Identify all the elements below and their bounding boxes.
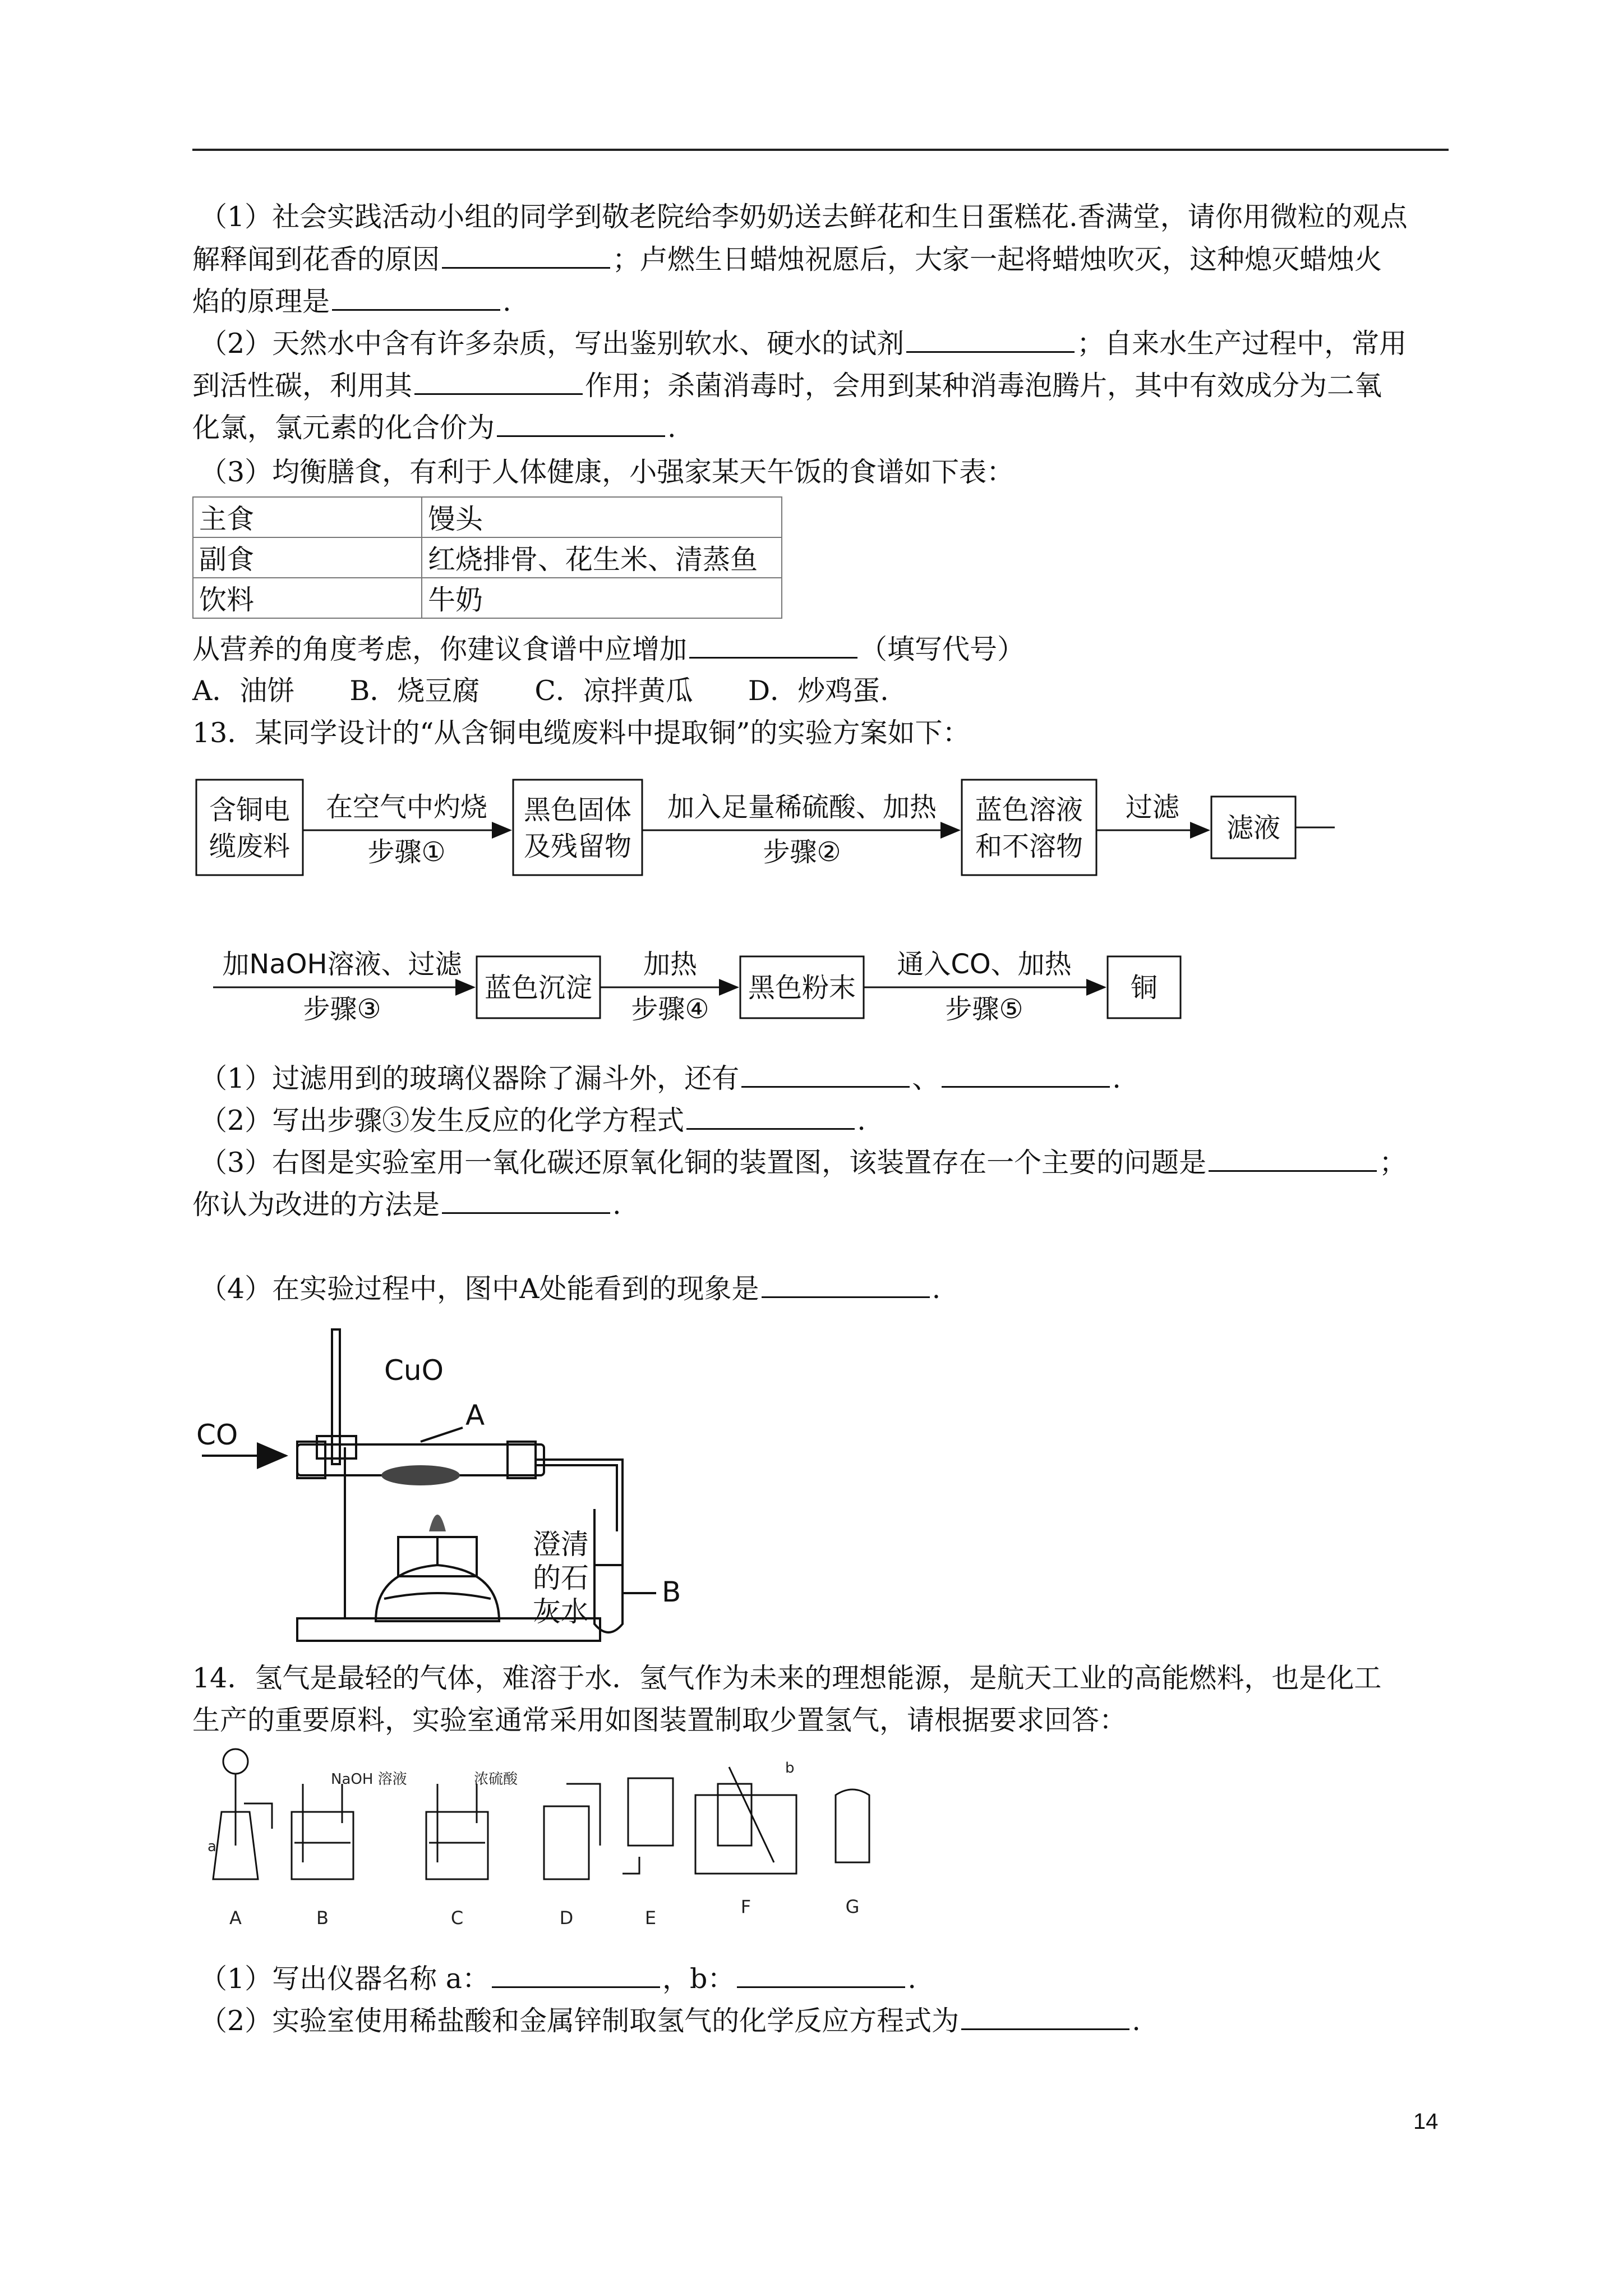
flow-arrow5-bottom: 步骤④ bbox=[631, 993, 709, 1025]
gas-bottle-e bbox=[628, 1778, 673, 1846]
flow-box7: 铜 bbox=[1130, 972, 1158, 1004]
flow-box2-line2: 及残留物 bbox=[523, 831, 632, 862]
test-tube bbox=[594, 1509, 623, 1632]
label-b: b bbox=[785, 1760, 795, 1777]
flow-arrow1-bottom: 步骤① bbox=[367, 836, 446, 868]
apparatus-label-a: A bbox=[229, 1907, 242, 1929]
answer-blank[interactable] bbox=[492, 1961, 660, 1988]
flow-box5: 蓝色沉淀 bbox=[484, 972, 593, 1004]
menu-table bbox=[192, 496, 782, 619]
q12-part3-ask: 从营养的角度考虑，你建议食谱中应增加 （填写代号） bbox=[192, 631, 1025, 668]
flow-box6: 黑色粉末 bbox=[748, 972, 856, 1004]
answer-blank[interactable] bbox=[332, 283, 500, 311]
answer-blank[interactable] bbox=[686, 1102, 855, 1130]
q14-sub1: （1）写出仪器名称 a： ，b： . bbox=[200, 1961, 916, 1997]
flow-arrow3-top: 过滤 bbox=[1125, 792, 1180, 823]
answer-blank[interactable] bbox=[689, 631, 857, 659]
q13-sub3-line1: （3）右图是实验室用一氧化碳还原氧化铜的装置图，该装置存在一个主要的问题是 ； bbox=[200, 1144, 1407, 1181]
table-row bbox=[193, 537, 782, 578]
label-limewater-2: 的石 bbox=[533, 1562, 589, 1594]
flow-box4: 滤液 bbox=[1226, 812, 1281, 844]
q12-part3-intro: （3）均衡膳食，有利于人体健康，小强家某天午饭的食谱如下表： bbox=[200, 456, 1015, 488]
collecting-bottle-f bbox=[718, 1784, 751, 1846]
q13-sub4: （4）在实验过程中，图中A处能看到的现象是 . bbox=[200, 1271, 940, 1307]
menu-value: 牛奶 bbox=[422, 578, 782, 618]
apparatus-label-d: D bbox=[559, 1907, 574, 1929]
label-limewater-3: 灰水 bbox=[533, 1595, 589, 1628]
clamp bbox=[317, 1436, 356, 1458]
label-b: B bbox=[662, 1576, 681, 1608]
q14-sub2: （2）实验室使用稀盐酸和金属锌制取氢气的化学反应方程式为 . bbox=[200, 2003, 1141, 2039]
menu-key: 饮料 bbox=[193, 578, 422, 618]
q14-line2: 生产的重要原料，实验室通常采用如图装置制取少置氢气，请根据要求回答： bbox=[192, 1704, 1127, 1736]
apparatus-label-b: B bbox=[316, 1907, 329, 1929]
label-a: A bbox=[465, 1399, 485, 1432]
tube-stopper-right bbox=[508, 1442, 536, 1478]
table-row bbox=[193, 497, 782, 537]
q13-intro: 13．某同学设计的“从含铜电缆废料中提取铜”的实验方案如下： bbox=[192, 717, 970, 749]
answer-blank[interactable] bbox=[906, 325, 1075, 353]
flow-arrow5-top: 加热 bbox=[643, 949, 698, 980]
co-reduction-apparatus bbox=[191, 1318, 740, 1655]
label-a-line bbox=[421, 1428, 463, 1442]
q13-sub1: （1）过滤用到的玻璃仪器除了漏斗外，还有 、 . bbox=[200, 1060, 1121, 1097]
flow-box3-line1: 蓝色溶液 bbox=[975, 794, 1083, 826]
flow-arrow4-bottom: 步骤③ bbox=[303, 993, 381, 1025]
menu-value: 红烧排骨、花生米、清蒸鱼 bbox=[422, 537, 782, 578]
separatory-funnel bbox=[223, 1749, 248, 1774]
label-a: a bbox=[208, 1838, 216, 1855]
q13-sub3-line2: 你认为改进的方法是 . bbox=[192, 1186, 621, 1223]
label-naoh: NaOH 溶液 bbox=[331, 1771, 407, 1788]
flow-arrow2-top: 加入足量稀硫酸、加热 bbox=[667, 792, 937, 823]
page-number: 14 bbox=[1413, 2109, 1438, 2134]
answer-blank[interactable] bbox=[961, 2003, 1129, 2030]
wash-bottle-b bbox=[292, 1812, 353, 1879]
label-co: CO bbox=[196, 1419, 238, 1451]
apparatus-label-g: G bbox=[845, 1896, 860, 1917]
flow-arrow4-top: 加NaOH溶液、过滤 bbox=[222, 949, 462, 980]
answer-blank[interactable] bbox=[414, 367, 583, 395]
water-trough-f bbox=[695, 1795, 796, 1874]
answer-blank[interactable] bbox=[942, 1060, 1110, 1088]
answer-blank[interactable] bbox=[497, 409, 665, 437]
q12-part1-line1: （1）社会实践活动小组的同学到敬老院给李奶奶送去鲜花和生日蛋糕花.香满堂，请你用微粒的观点 bbox=[200, 201, 1408, 233]
apparatus-label-e: E bbox=[644, 1907, 657, 1929]
flow-box3-line2: 和不溶物 bbox=[975, 831, 1083, 862]
flame bbox=[429, 1515, 446, 1531]
answer-blank[interactable] bbox=[1209, 1144, 1377, 1172]
q12-part2-line2: 到活性碳，利用其 作用；杀菌消毒时，会用到某种消毒泡腾片，其中有效成分为二氧 bbox=[192, 367, 1382, 404]
answer-blank[interactable] bbox=[442, 1186, 610, 1214]
apparatus-label-c: C bbox=[450, 1907, 464, 1929]
answer-blank[interactable] bbox=[741, 1060, 910, 1088]
label-cuo: CuO bbox=[384, 1354, 444, 1387]
q14-line1: 14．氢气是最轻的气体，难溶于水．氢气作为未来的理想能源，是航天工业的高能燃料，也是化工 bbox=[192, 1662, 1382, 1694]
gas-bottle-d bbox=[544, 1806, 589, 1879]
table-row bbox=[193, 578, 782, 618]
label-limewater-1: 澄清 bbox=[533, 1528, 589, 1561]
q12-part2-line3: 化氯，氯元素的化合价为 . bbox=[192, 409, 676, 446]
answer-blank[interactable] bbox=[762, 1271, 930, 1298]
flow-box1-line2: 缆废料 bbox=[209, 831, 291, 862]
q12-part1-line3: 焰的原理是 . bbox=[192, 283, 511, 320]
flow-arrow6-bottom: 步骤⑤ bbox=[945, 993, 1023, 1025]
menu-value: 馒头 bbox=[422, 497, 782, 537]
q12-part3-options: A．油饼 B．烧豆腐 C．凉拌黄瓜 D．炒鸡蛋. bbox=[192, 675, 889, 707]
outlet-tube bbox=[536, 1460, 623, 1520]
cuo-powder bbox=[381, 1465, 460, 1485]
flow-diagram-row1 bbox=[191, 760, 1357, 895]
answer-blank[interactable] bbox=[737, 1961, 905, 1988]
flow-box2-line1: 黑色固体 bbox=[523, 794, 632, 826]
wash-bottle-c bbox=[426, 1812, 488, 1879]
flow-arrow1-top: 在空气中灼烧 bbox=[325, 792, 488, 823]
q12-part1-line2: 解释闻到花香的原因 ；卢燃生日蜡烛祝愿后，大家一起将蜡烛吹灭，这种熄灭蜡烛火 bbox=[192, 241, 1382, 278]
answer-blank[interactable] bbox=[442, 241, 610, 269]
hydrogen-apparatus bbox=[191, 1745, 920, 1935]
flow-box1-line1: 含铜电 bbox=[209, 794, 291, 826]
apparatus-label-f: F bbox=[740, 1896, 751, 1917]
menu-key: 副食 bbox=[193, 537, 422, 578]
q12-part2-line1: （2）天然水中含有许多杂质，写出鉴别软水、硬水的试剂 ；自来水生产过程中，常用 bbox=[200, 325, 1407, 362]
flow-arrow2-bottom: 步骤② bbox=[763, 836, 841, 868]
flow-diagram-row2 bbox=[208, 942, 1228, 1043]
tube-stopper-left bbox=[297, 1442, 325, 1478]
q13-sub2: （2）写出步骤③发生反应的化学方程式 . bbox=[200, 1102, 866, 1139]
gas-bottle-g bbox=[836, 1789, 869, 1862]
menu-key: 主食 bbox=[193, 497, 422, 537]
header-rule bbox=[192, 149, 1449, 151]
label-acid: 浓硫酸 bbox=[474, 1771, 518, 1788]
flow-arrow6-top: 通入CO、加热 bbox=[897, 949, 1072, 980]
